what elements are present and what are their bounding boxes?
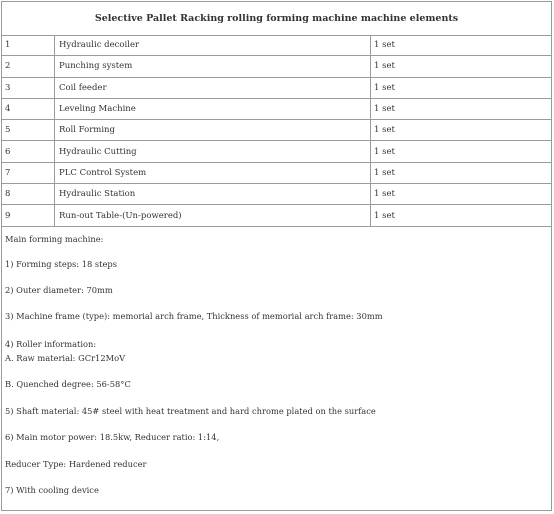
motor-power-text: 6) Main motor power: 18.5kw, Reducer ratio: 1:14,: [5, 432, 220, 442]
row-number: 3: [2, 78, 55, 98]
outer-diameter-text: 2) Outer diameter: 70mm: [5, 285, 113, 295]
element-name: Hydraulic Station: [55, 184, 371, 204]
element-quantity: 1 set: [374, 189, 395, 200]
element-quantity: 1 set: [374, 210, 395, 221]
reducer-type-text: Reducer Type: Hardened reducer: [5, 459, 147, 469]
element-name: Roll Forming: [55, 120, 371, 140]
element-name: PLC Control System: [55, 163, 371, 183]
table-row: [2, 99, 551, 120]
table-row: [2, 205, 551, 226]
table-row: [2, 78, 551, 99]
table-header: [2, 2, 551, 36]
element-name: Hydraulic decoiler: [55, 35, 371, 55]
notes-heading: Main forming machine:: [5, 234, 104, 244]
element-name: Punching system: [55, 56, 371, 76]
table-row: [2, 184, 551, 205]
specification-table: [1, 1, 552, 511]
row-number: 7: [2, 163, 55, 183]
quenched-degree-text: B. Quenched degree: 56-58°C: [5, 379, 131, 389]
table-title: Selective Pallet Racking rolling forming machine machine elements: [94, 13, 459, 24]
elements-list: [2, 35, 551, 227]
row-number: 9: [2, 205, 55, 225]
element-name: Coil feeder: [55, 78, 371, 98]
element-quantity: 1 set: [374, 104, 395, 115]
table-row: [2, 141, 551, 162]
row-number: 5: [2, 120, 55, 140]
table-row: [2, 120, 551, 141]
row-number: 2: [2, 56, 55, 76]
element-quantity: 1 set: [374, 125, 395, 136]
raw-material-text: A. Raw material: GCr12MoV: [5, 353, 126, 363]
element-quantity: 1 set: [374, 146, 395, 157]
element-quantity: 1 set: [374, 167, 395, 178]
row-number: 1: [2, 35, 55, 55]
table-row: [2, 56, 551, 77]
row-number: 6: [2, 141, 55, 161]
shaft-material-text: 5) Shaft material: 45# steel with heat treatment and hard chrome plated on the surface: [5, 406, 376, 416]
cooling-device-text: 7) With cooling device: [5, 485, 99, 495]
forming-steps-text: 1) Forming steps: 18 steps: [5, 259, 117, 269]
element-quantity: 1 set: [374, 61, 395, 72]
roller-info-text: 4) Roller information:: [5, 339, 97, 349]
machine-frame-text: 3) Machine frame (type): memorial arch frame, Thickness of memorial arch frame: 30mm: [5, 311, 383, 321]
table-row: [2, 35, 551, 56]
row-number: 8: [2, 184, 55, 204]
element-name: Hydraulic Cutting: [55, 141, 371, 161]
element-quantity: 1 set: [374, 40, 395, 51]
element-quantity: 1 set: [374, 82, 395, 93]
element-name: Leveling Machine: [55, 99, 371, 119]
element-name: Run-out Table-(Un-powered): [55, 205, 371, 225]
row-number: 4: [2, 99, 55, 119]
table-row: [2, 163, 551, 184]
